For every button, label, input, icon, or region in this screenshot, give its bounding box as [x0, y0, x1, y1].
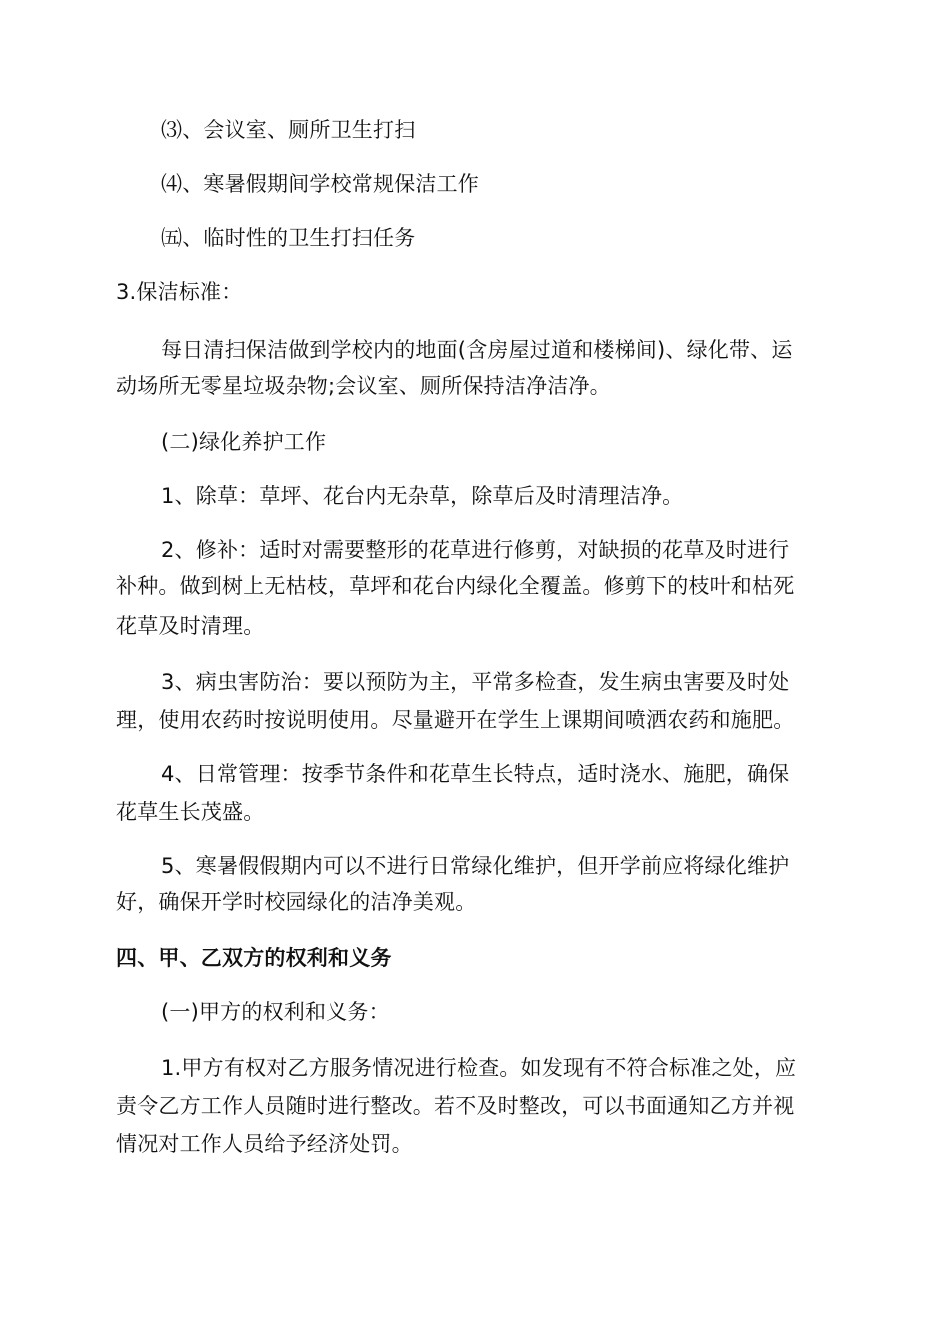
paragraph-line: 补种。做到树上无枯枝，草坪和花台内绿化全覆盖。修剪下的枝叶和枯死	[116, 574, 795, 598]
paragraph-line: 好，确保开学时校园绿化的洁净美观。	[116, 890, 477, 914]
paragraph-line: 1.甲方有权对乙方服务情况进行检查。如发现有不符合标准之处，应	[161, 1056, 797, 1080]
paragraph-line: 花草及时清理。	[116, 614, 265, 638]
paragraph-line: 3、病虫害防治：要以预防为主，平常多检查，发生病虫害要及时处	[161, 670, 790, 694]
paragraph-line: 动场所无零星垃圾杂物;会议室、厕所保持洁净洁净。	[116, 374, 611, 398]
list-item: ㈤、临时性的卫生打扫任务	[161, 226, 416, 250]
section-heading: 3.保洁标准：	[116, 280, 243, 304]
paragraph-line: 每日清扫保洁做到学校内的地面(含房屋过道和楼梯间)、绿化带、运	[161, 338, 793, 362]
paragraph-line: 2、修补：适时对需要整形的花草进行修剪，对缺损的花草及时进行	[161, 538, 790, 562]
paragraph-line: 情况对工作人员给予经济处罚。	[116, 1132, 413, 1156]
list-item: ⑶、会议室、厕所卫生打扫	[161, 118, 416, 142]
paragraph-line: 责令乙方工作人员随时进行整改。若不及时整改，可以书面通知乙方并视	[116, 1094, 795, 1118]
list-item: ⑷、寒暑假期间学校常规保洁工作	[161, 172, 479, 196]
paragraph-line: 花草生长茂盛。	[116, 800, 265, 824]
subsection-heading: (二)绿化养护工作	[161, 430, 327, 454]
subsection-heading: (一)甲方的权利和义务：	[161, 1000, 390, 1024]
paragraph-line: 4、日常管理：按季节条件和花草生长特点，适时浇水、施肥，确保	[161, 762, 790, 786]
paragraph-line: 1、除草：草坪、花台内无杂草，除草后及时清理洁净。	[161, 484, 684, 508]
paragraph-line: 5、寒暑假假期内可以不进行日常绿化维护，但开学前应将绿化维护	[161, 854, 790, 878]
section-heading: 四、甲、乙双方的权利和义务	[116, 946, 392, 970]
paragraph-line: 理，使用农药时按说明使用。尽量避开在学生上课期间喷洒农药和施肥。	[116, 708, 795, 732]
